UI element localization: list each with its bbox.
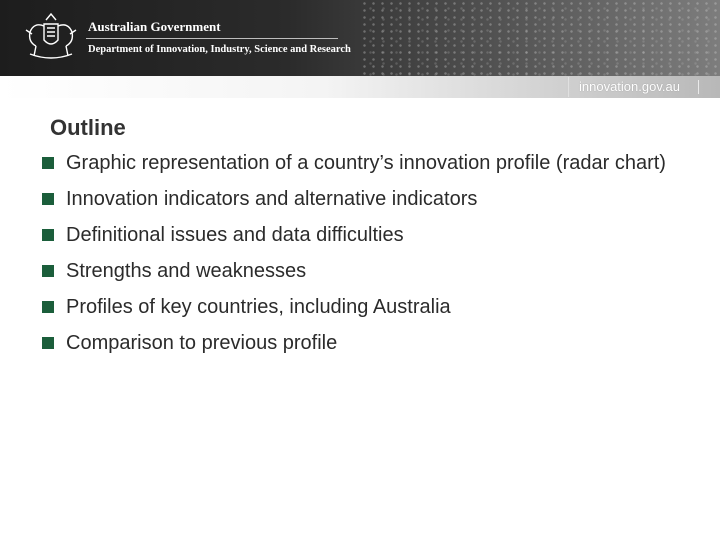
bullet-text: Strengths and weaknesses bbox=[66, 260, 307, 282]
bullet-item bbox=[42, 188, 682, 210]
header-rule bbox=[86, 38, 338, 39]
website-link[interactable]: innovation.gov.au bbox=[568, 77, 680, 97]
bullet-square-icon bbox=[42, 229, 54, 241]
government-title: Australian Government bbox=[88, 19, 221, 34]
bullet-square-icon bbox=[42, 193, 54, 205]
bullet-text: Definitional issues and data difficulties bbox=[66, 224, 404, 246]
bullet-list bbox=[42, 152, 682, 368]
bullet-item bbox=[42, 332, 682, 354]
bullet-item bbox=[42, 260, 682, 282]
bullet-text: Profiles of key countries, including Australia bbox=[66, 296, 451, 318]
slide-title: Outline bbox=[50, 115, 126, 140]
bullet-item bbox=[42, 152, 682, 174]
bullet-square-icon bbox=[42, 337, 54, 349]
bullet-text: Comparison to previous profile bbox=[66, 332, 338, 354]
bullet-text: Graphic representation of a country’s innovation profile (radar chart) bbox=[66, 152, 666, 174]
bullet-square-icon bbox=[42, 157, 54, 169]
bullet-item bbox=[42, 224, 682, 246]
bullet-square-icon bbox=[42, 301, 54, 313]
bullet-square-icon bbox=[42, 265, 54, 277]
department-name: Department of Innovation, Industry, Science and Research bbox=[88, 44, 351, 55]
header-banner bbox=[0, 0, 720, 76]
bullet-item bbox=[42, 296, 682, 318]
band-divider bbox=[698, 80, 699, 94]
bullet-text: Innovation indicators and alternative indicators bbox=[66, 188, 478, 210]
header-texture bbox=[360, 0, 720, 76]
coat-of-arms-icon bbox=[22, 10, 80, 62]
